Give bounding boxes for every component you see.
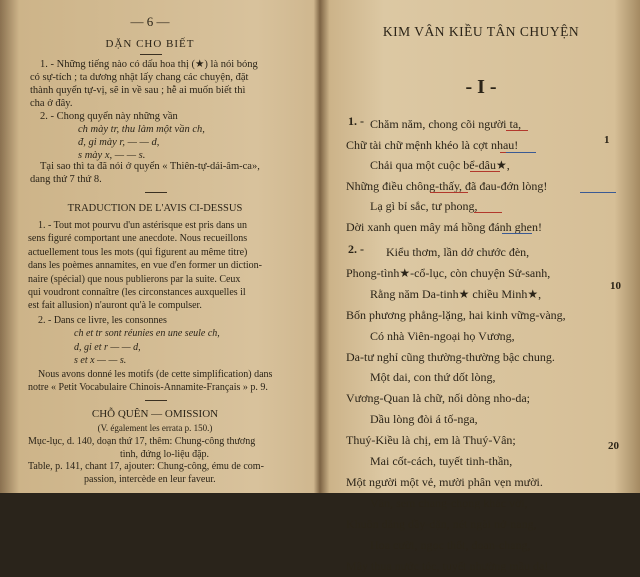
margin-number-20: 20 [608,440,619,452]
left-page [0,0,318,493]
divider [145,400,167,401]
divider [145,192,167,193]
heading-translation: TRADUCTION DE L'AVIS CI-DESSUS [67,203,243,214]
margin-number-10: 10 [610,280,621,292]
section-number-2: 2. - [348,242,364,256]
divider [140,54,162,55]
red-ink-underline [474,212,502,213]
section-number-1: 1. - [348,114,364,128]
margin-number-1: 1 [604,134,610,146]
red-ink-underline [506,130,528,131]
heading-notice: DẶN CHO BIẾT [105,38,195,50]
notice-paragraph-3: Tại sao thì ta đã nói ở quyển « Thiên-tự-dải-âm-ca», dang thứ 7 thứ 8. [30,161,260,185]
heading-omission: CHỖ QUÊN — OMISSION [91,408,219,420]
right-page [322,0,640,573]
translation-paragraph-1: 1. - Tout mot pourvu d'un astérisque est pris dans un sens figuré comportant une anecdote. Nous recueillons actuellement tous les mots (qui figurent au même titre) dans les poèmes annamites, en vue d'en former un diction- naire (spécial) que nous publierons par la suite. Ceux qui voudront connaître (les circonstances auxquelles il est fait allusion) n'auront qu'à le compulser. [28,220,262,312]
verse-section-1: Chăm năm, chong cõi người ta, Chữ tài chữ mệnh khéo là cợt nhau! Chải qua một cuộc bể-dâu★, Những điều chông-thấy, đã đau-đớn lòng! Lạ gì bỉ sắc, tư phong, Dời xanh quen mây má hồng đánh ghen! [346,117,548,234]
notice-paragraph-1: 1. - Những tiếng nào có dấu hoa thị (★) là nói bóng có sự-tích ; ta dương nhật lấy chang các chuyện, đặt thành quyển tự-vị, sẽ in về sau ; hễ ai muốn biết thì cha ở đây. [30,59,258,109]
notice-paragraph-2: 2. - Chong quyển này những vần ch mày tr, thu làm một vần ch, đ, gi mày r, — — d, s mày x, — — s. [40,111,205,161]
chapter-number: - I - [465,76,497,98]
errata-list: Mục-lục, d. 140, doạn thứ 17, thêm: Chung-công thương tình, đứng lo-liệu đặp. Table, p. 141, chant 17, ajouter: Chung-công, ému de com- passion, intercède en leur faveur. [28,436,264,485]
translation-paragraph-3: Nous avons donné les motifs (de cette simplification) dans notre « Petit Vocabulaire Chinois-Annamite-Français » p. 9. [28,369,273,394]
errata-note: (V. également les errata p. 150.) [97,423,213,433]
blue-ink-underline [580,192,616,193]
blue-ink-underline [502,233,532,234]
red-ink-underline [470,171,500,172]
book-title: KIM VÂN KIỀU TÂN CHUYỆN [382,24,580,39]
red-ink-underline [430,192,468,193]
page-number: — 6 — [130,14,170,29]
verse-section-2: Kiểu thơm, lần dở chước đèn, Phong-tình★-cổ-lục, còn chuyện Sử-sanh, Rằng năm Da-tinh★ chiều Minh★, Bốn phương phẳng-lặng, hai kinh vững-vàng, Có nhà Viên-ngoại họ Vương, Da-tư nghỉ cũng thường-thường bậc chung. Một dai, con thứ dốt lòng, Vương-Quan là chữ, nối dòng nho-da; Dầu lòng đòi á tố-nga, Thuý-Kiều là chị, em là Thuý-Vân; Mai cốt-cách, tuyết tinh-thần, Một người một vẻ, mười phân vẹn mười. Vân, sem chang-chọng khác vời, Khuôn dăng dầy-dặn, nét ngài nở-nang, Hoa cười, ngọc thốt, đoan-chang, Mây thua nước tóc, tuyết nhường mầu da! [346,245,566,573]
blue-ink-underline [506,152,536,153]
translation-paragraph-2: 2. - Dans ce livre, les consonnes ch et tr sont réunies en une seule ch, d, gi et r — — d, s et x — — s. [38,315,220,367]
